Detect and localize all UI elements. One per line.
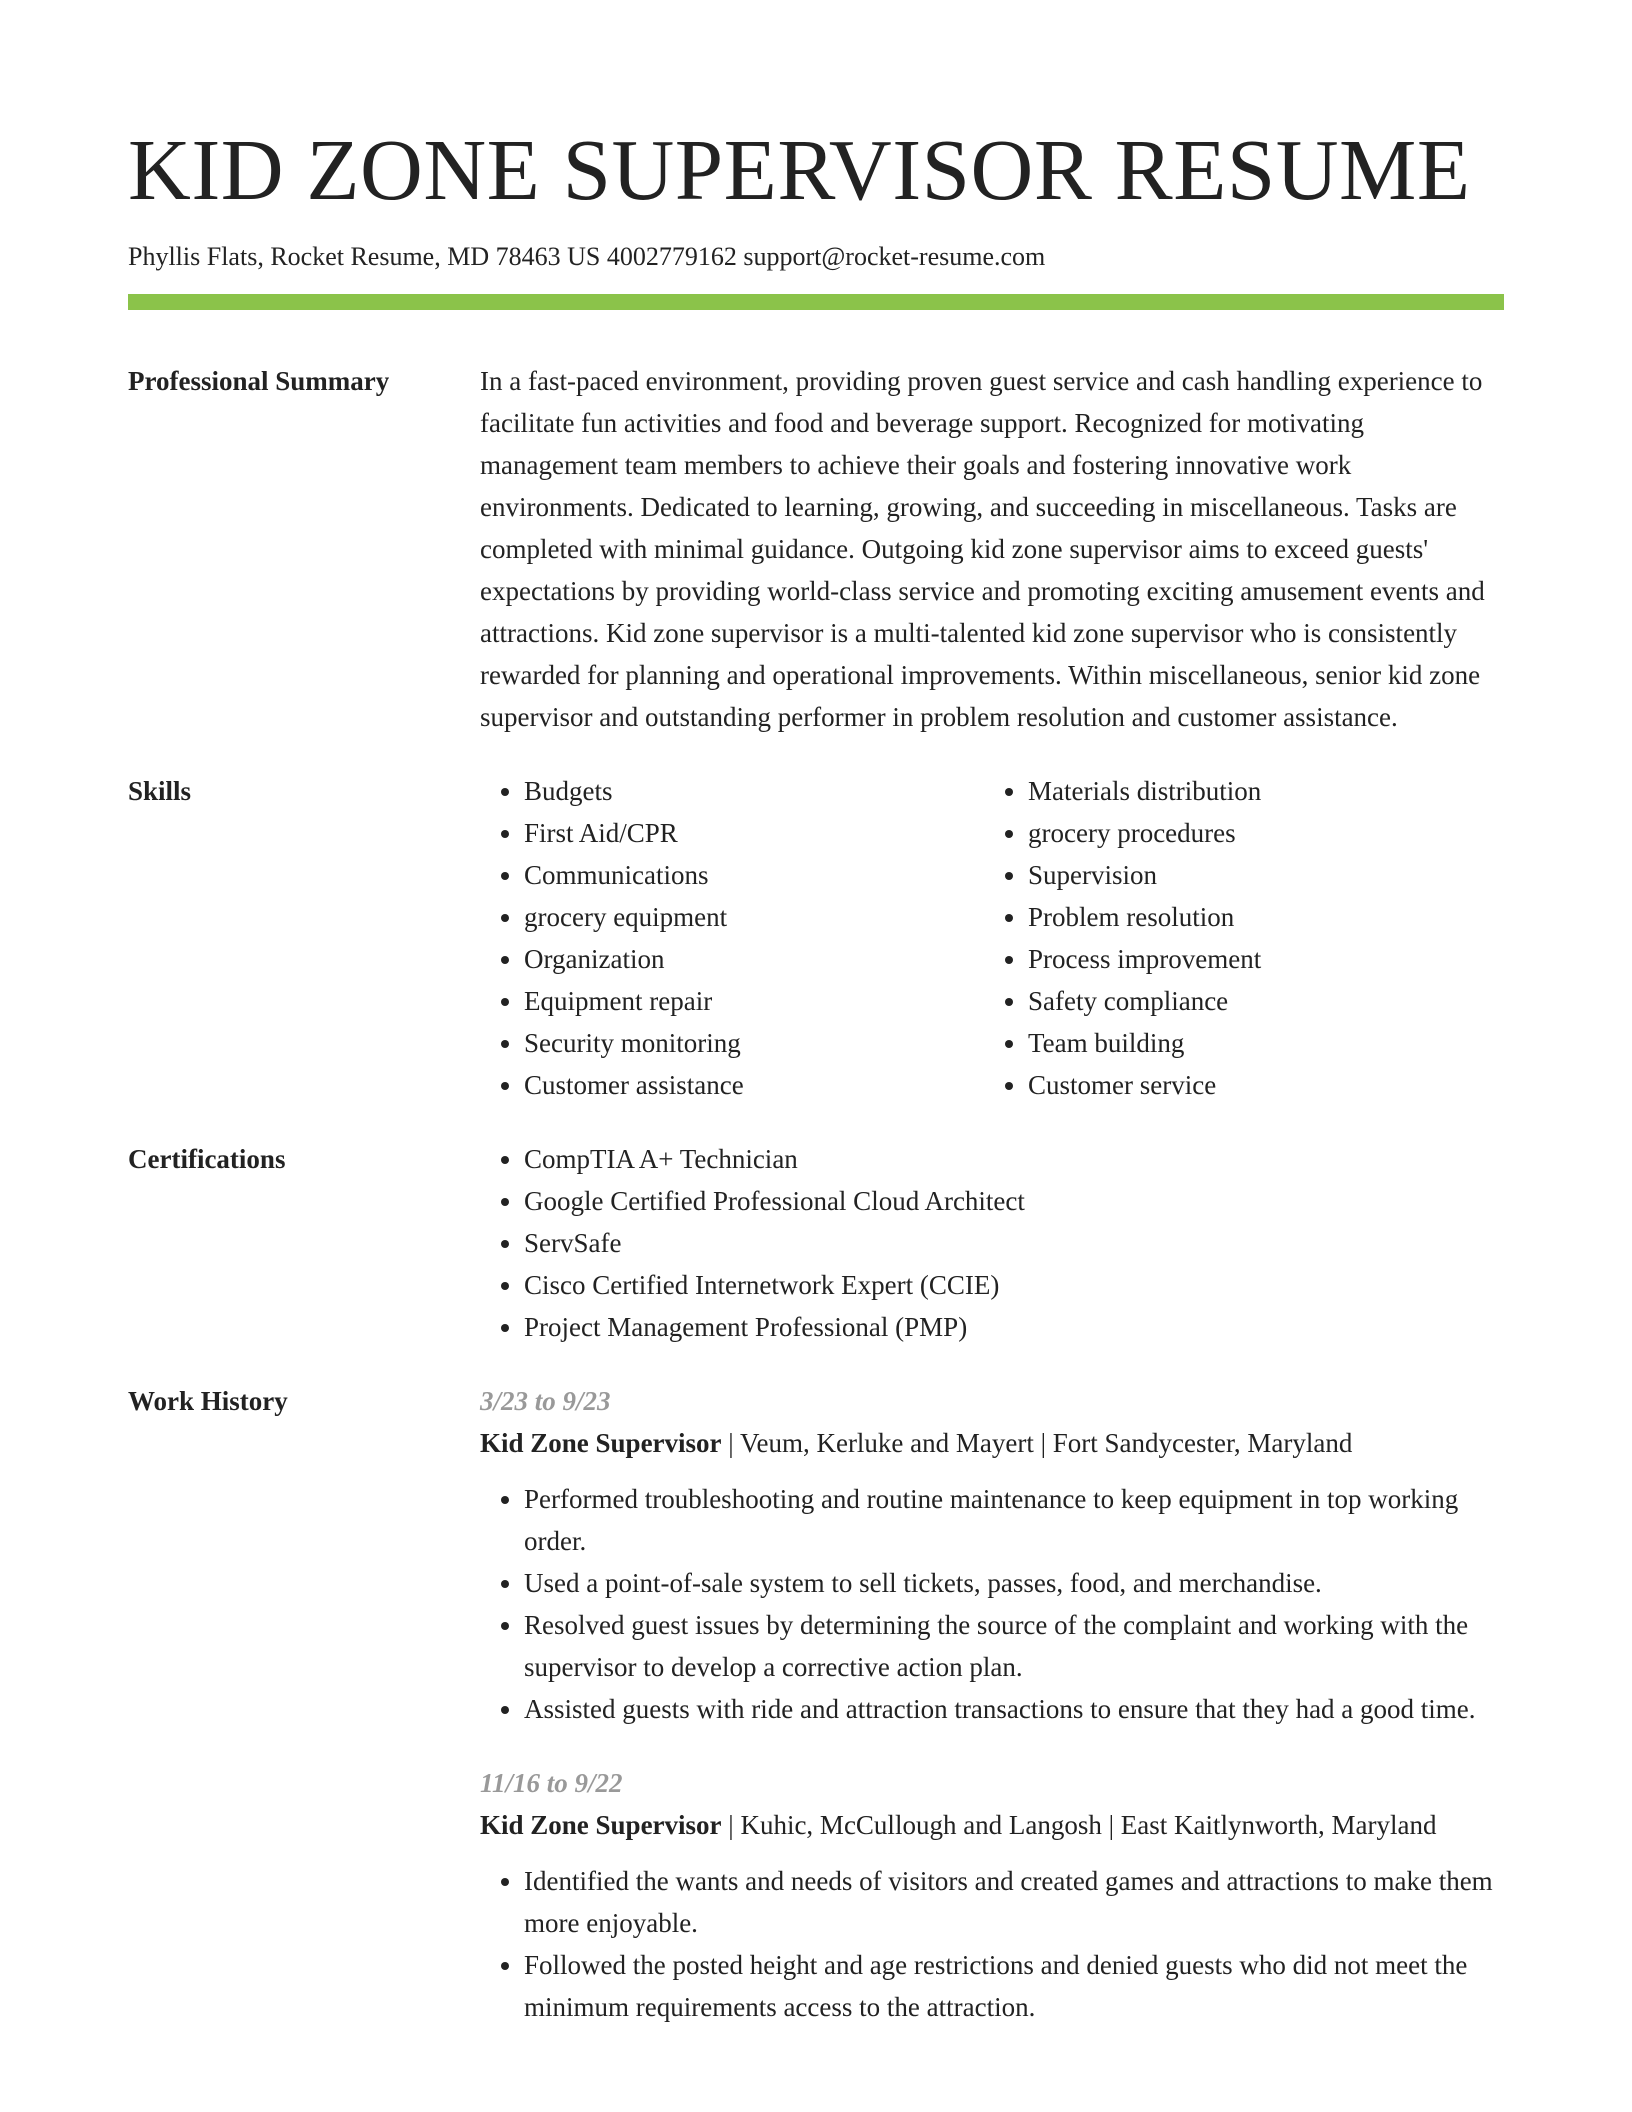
skill-item: • Organization	[524, 938, 984, 980]
job-duty: • Used a point-of-sale system to sell tickets, passes, food, and merchandise.	[524, 1562, 1504, 1604]
job-duty: • Resolved guest issues by determining the source of the complaint and working with the supervisor to develop a corrective action plan.	[524, 1604, 1504, 1688]
certifications-list	[480, 1138, 1504, 1348]
section-label: Work History	[128, 1386, 288, 1416]
certification-item: • Project Management Professional (PMP)	[524, 1306, 1504, 1348]
job-duty: • Identified the wants and needs of visitors and created games and attractions to make them more enjoyable.	[524, 1860, 1504, 1944]
certification-item: • ServSafe	[524, 1222, 1504, 1264]
skill-item: • Security monitoring	[524, 1022, 984, 1064]
page-title: KID ZONE SUPERVISOR RESUME	[128, 121, 1471, 218]
skills-section	[128, 770, 1504, 1106]
job-employer-location: | Kuhic, McCullough and Langosh | East Kaitlynworth, Maryland	[721, 1810, 1437, 1840]
skill-item: • Safety compliance	[1028, 980, 1488, 1022]
skills-columns	[480, 770, 1504, 1106]
job-duties-list	[480, 1478, 1504, 1730]
skill-item: • Process improvement	[1028, 938, 1488, 980]
job-dates: 11/16 to 9/22	[480, 1768, 623, 1798]
skill-item: • grocery equipment	[524, 896, 984, 938]
job-duty: • Followed the posted height and age restrictions and denied guests who did not meet the minimum requirements access to the attraction.	[524, 1944, 1504, 2028]
job-duty: • Performed troubleshooting and routine maintenance to keep equipment in top working order.	[524, 1478, 1504, 1562]
section-body	[480, 1138, 1504, 1348]
job-employer-location: | Veum, Kerluke and Mayert | Fort Sandycester, Maryland	[721, 1428, 1353, 1458]
skill-item: • Budgets	[524, 770, 984, 812]
skill-item: • Communications	[524, 854, 984, 896]
skill-item: • Materials distribution	[1028, 770, 1488, 812]
skill-item: • Customer service	[1028, 1064, 1488, 1106]
certification-item: • Google Certified Professional Cloud Architect	[524, 1180, 1504, 1222]
summary-text: In a fast-paced environment, providing proven guest service and cash handling experience to facilitate fun activities and food and beverage support. Recognized for motivating management team members to achieve their goals and fostering innovative work environments. Dedicated to learning, growing, and succeeding in miscellaneous. Tasks are completed with minimal guidance. Outgoing kid zone supervisor aims to exceed guests' expectations by providing world-class service and promoting exciting amusement events and attractions. Kid zone supervisor is a multi-talented kid zone supervisor who is consistently rewarded for planning and operational improvements. Within miscellaneous, senior kid zone supervisor and outstanding performer in problem resolution and customer assistance.	[480, 366, 1485, 732]
skills-list-right	[984, 770, 1488, 1106]
section-body	[480, 1380, 1504, 2060]
skills-list-left	[480, 770, 984, 1106]
job-header	[480, 1422, 1504, 1464]
professional-summary-section	[128, 360, 1504, 738]
skill-item: • Customer assistance	[524, 1064, 984, 1106]
skill-item: • grocery procedures	[1028, 812, 1488, 854]
job-title: Kid Zone Supervisor	[480, 1810, 722, 1840]
contact-line: Phyllis Flats, Rocket Resume, MD 78463 US 4002779162 support@rocket-resume.com	[128, 242, 1046, 271]
skill-item: • First Aid/CPR	[524, 812, 984, 854]
skill-item: • Supervision	[1028, 854, 1488, 896]
job-dates: 3/23 to 9/23	[480, 1386, 611, 1416]
section-label: Professional Summary	[128, 366, 390, 396]
skill-item: • Problem resolution	[1028, 896, 1488, 938]
section-label: Certifications	[128, 1144, 286, 1174]
job-duty: • Assisted guests with ride and attraction transactions to ensure that they had a good time.	[524, 1688, 1504, 1730]
certifications-section	[128, 1138, 1504, 1348]
job-duties-list	[480, 1860, 1504, 2028]
skill-item: • Team building	[1028, 1022, 1488, 1064]
job-header	[480, 1804, 1504, 1846]
certification-item: • Cisco Certified Internetwork Expert (CCIE)	[524, 1264, 1504, 1306]
work-history-section	[128, 1380, 1504, 2060]
header-divider	[128, 294, 1504, 310]
job-entry	[480, 1380, 1504, 1730]
job-entry	[480, 1762, 1504, 2028]
job-title: Kid Zone Supervisor	[480, 1428, 722, 1458]
certification-item: • CompTIA A+ Technician	[524, 1138, 1504, 1180]
skill-item: • Equipment repair	[524, 980, 984, 1022]
section-label: Skills	[128, 776, 192, 806]
section-body	[480, 360, 1504, 738]
